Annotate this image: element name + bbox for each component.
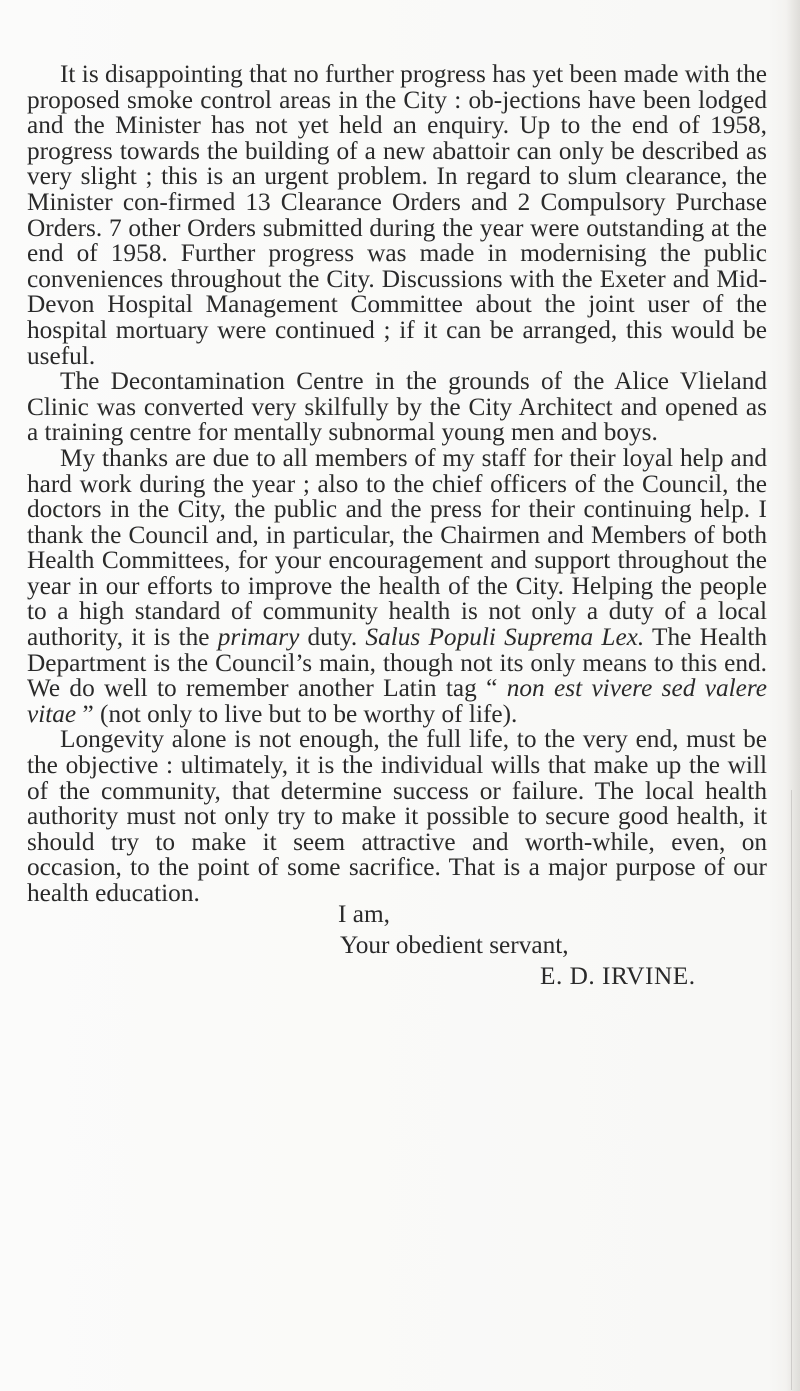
page-edge-shadow [786, 0, 800, 1391]
paragraph-text: It is disappointing that no further progress has yet been made with the proposed smoke control areas in the City : ob-jections have been lodged and the Minister has not yet held an enquiry. Up to the end of 1958, progress towards the building of a new abattoir can only be described as very slight ; this is an urgent problem. In regard to slum clearance, the Minister con-firmed 13 Clearance Orders and 2 Compulsory Purchase Orders. 7 other Orders submitted during the year were outstanding at the end of 1958. Further progress was made in modernising the public conveniences throughout the City. Discussions with the Exeter and Mid-Devon Hospital Management Committee about the joint user of the hospital mortuary were continued ; if it can be arranged, this would be useful. [27, 60, 767, 370]
closing-servant: Your obedient servant, [340, 931, 569, 959]
paragraph-decontamination-centre [27, 369, 767, 446]
closing-greeting: I am, [338, 900, 390, 928]
page-edge-line [791, 790, 792, 1390]
paragraph-text: Longevity alone is not enough, the full life, to the very end, must be the objective : ultimately, it is the individual wills that make up the will of the community, that determine success or failure. The local health authority must not only try to make it possible to secure good health, it should try to make it seem attractive and worth-while, even, on occasion, to the point of some sacrifice. That is a major purpose of our health education. [27, 725, 767, 907]
italic-latin-tag: non est vivere sed valere vitae [27, 674, 767, 728]
paragraph-text: The Decontamination Centre in the grounds of the Alice Vlieland Clinic was converted very skilfully by the City Architect and opened as a training centre for mentally subnormal young men and boys. [27, 367, 767, 447]
italic-latin-motto: Salus Populi Suprema Lex. [365, 623, 645, 652]
letter-body [27, 62, 767, 907]
paragraph-text: My thanks are due to all members of my staff for their loyal help and hard work during the year ; also to the chief officers of the Council, the doctors in the City, the public and the press for their continuing help. I thank the Council and, in particular, the Chairmen and Members of both Health Committees, for your encouragement and support throughout the year in our efforts to improve the health of the City. Helping the people to a high standard of community health is not only a duty of a local authority, it is the [27, 443, 767, 652]
paragraph-text: The Health Department is the Council’s main, though not its only means to this end. We do well to remember another Latin tag “ [27, 623, 767, 703]
paragraph-text: duty. [299, 623, 366, 652]
paragraph-text: ” (not only to live but to be worthy of life). [76, 699, 518, 728]
italic-primary: primary [217, 623, 300, 652]
paragraph-smoke-control [27, 62, 767, 369]
paragraph-longevity [27, 727, 767, 906]
paragraph-thanks [27, 443, 767, 728]
signature: E. D. IRVINE. [540, 962, 696, 990]
